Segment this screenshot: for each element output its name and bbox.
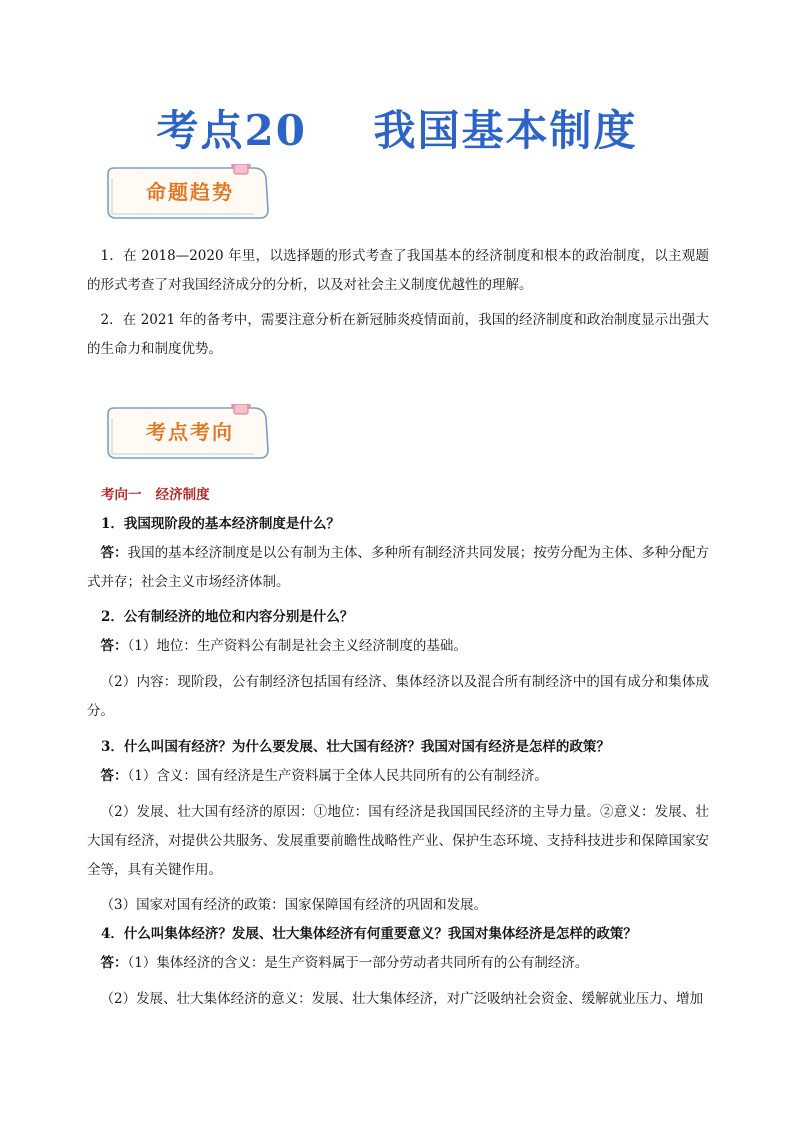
trend-paragraph-2: 2．在 2021 年的备考中，需要注意分析在新冠肺炎疫情面前，我国的经济制度和政治制度显示出强大的生命力和制度优势。 [87,312,709,357]
answer-label: 答： [100,545,128,561]
answer-1 [87,539,709,597]
section-heading: 考向一 经济制度 [101,487,210,503]
answer-3-3: （3）国家对国有经济的政策：国家保障国有经济的巩固和发展。 [100,897,488,913]
question-1: 1．我国现阶段的基本经济制度是什么？ [101,516,340,532]
answer-3-2: （2）发展、壮大国有经济的原因：①地位：国有经济是我国国民经济的主导力量。②意义：发展、壮大国有经济，对提供公共服务、发展重要前瞻性战略性产业、保护生态环境、支持科技进步和保障国家安全等，具有关键作用。 [87,804,709,878]
answer-label: 答： [100,768,128,784]
question-4: 4．什么叫集体经济？发展、壮大集体经济有何重要意义？我国对集体经济是怎样的政策？ [101,926,637,942]
answer-2-2: （2）内容：现阶段，公有制经济包括国有经济、集体经济以及混合所有制经济中的国有成分和集体成分。 [87,674,709,719]
trend-paragraph-1: 1．在 2018—2020 年里，以选择题的形式考查了我国基本的经济制度和根本的政治制度，以主观题的形式考查了对我国经济成分的分析，以及对社会主义制度优越性的理解。 [87,248,709,293]
answer-1-text: 我国的基本经济制度是以公有制为主体、多种所有制经济共同发展；按劳分配为主体、多种分配方式并存；社会主义市场经济体制。 [87,545,710,590]
direction-banner-label: 考点考向 [146,420,234,444]
answer-4-2: （2）发展、壮大集体经济的意义：发展、壮大集体经济，对广泛吸纳社会资金、缓解就业压力、增加 [100,991,704,1007]
answer-3-1 [87,762,709,791]
answer-2-1-text: （1）地位：生产资料公有制是社会主义经济制度的基础。 [127,638,467,654]
direction-banner [104,404,272,462]
answer-4-1 [87,949,709,978]
answer-4-1-text: （1）集体经济的含义：是生产资料属于一部分劳动者共同所有的公有制经济。 [127,955,589,971]
page-title: 考点20 我国基本制度 [156,106,638,155]
question-2: 2．公有制经济的地位和内容分别是什么？ [101,609,354,625]
trend-banner-label: 命题趋势 [146,180,234,204]
question-3: 3．什么叫国有经济？为什么要发展、壮大国有经济？我国对国有经济是怎样的政策？ [101,739,610,755]
answer-label: 答： [100,638,128,654]
answer-3-1-text: （1）含义：国有经济是生产资料属于全体人民共同所有的公有制经济。 [127,768,548,784]
answer-label: 答： [100,955,128,971]
answer-2-1 [87,632,709,661]
trend-banner [104,164,272,222]
